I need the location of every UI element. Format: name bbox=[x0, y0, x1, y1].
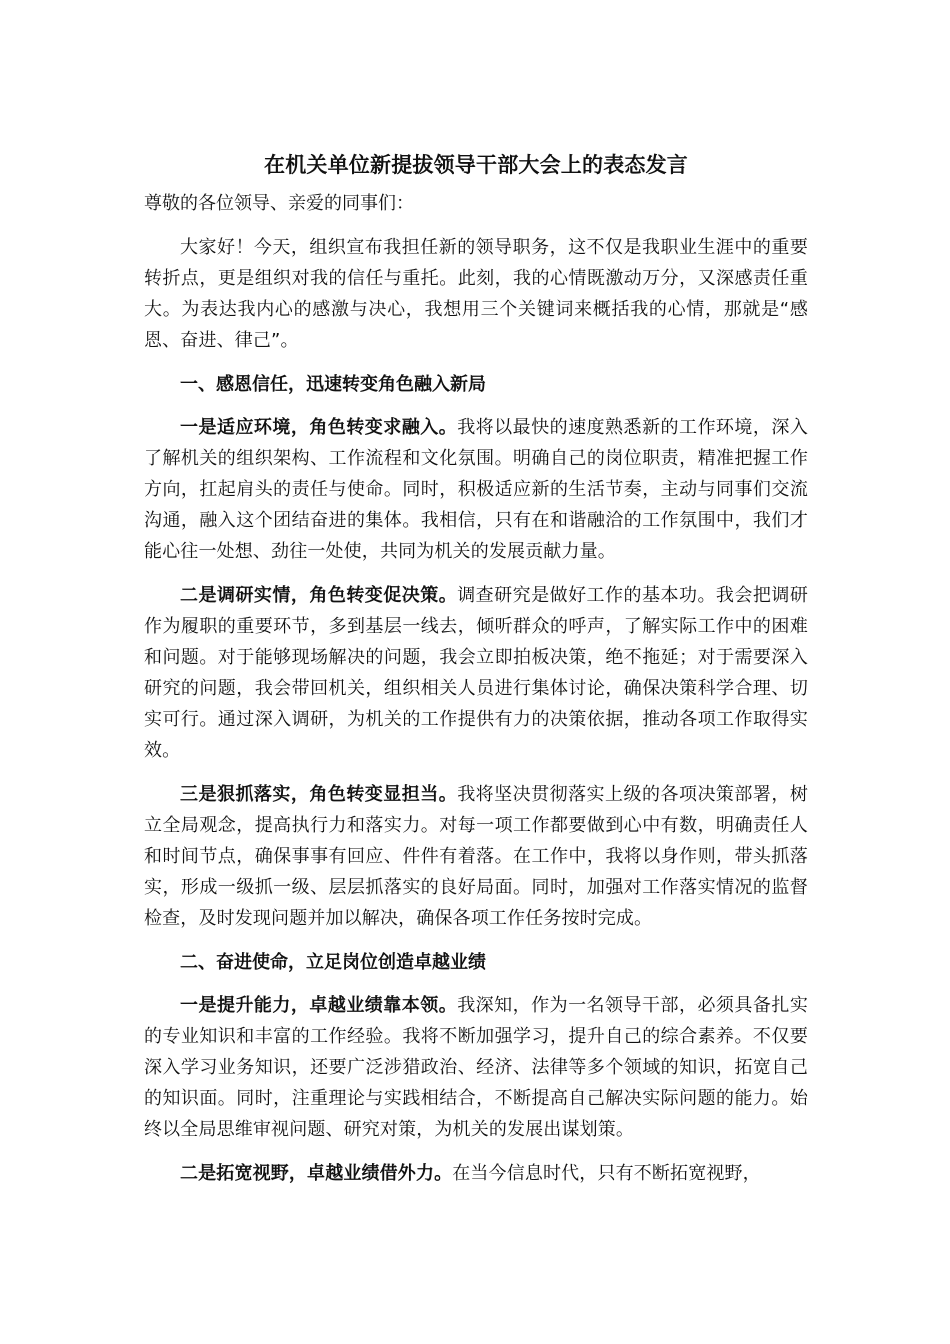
paragraph-text: 我深知，作为一名领导干部，必须具备扎实的专业知识和丰富的工作经验。我将不断加强学习，提升自己的综合素养。不仅要深入学习业务知识，还要广泛涉猎政治、经济、法律等多个领域的知识，拓宽自己的知识面。同时，注重理论与实践相结合，不断提高自己解决实际问题的能力。始终以全局思维审视问题、研究对策，为机关的发展出谋划策。 bbox=[144, 995, 808, 1140]
paragraph-lead: 三是狠抓落实，角色转变显担当。 bbox=[180, 784, 458, 805]
paragraph-text: 我将坚决贯彻落实上级的各项决策部署，树立全局观念，提高执行力和落实力。对每一项工作都要做到心中有数，明确责任人和时间节点，确保事事有回应、件件有着落。在工作中，我将以身作则，带头抓落实，形成一级抓一级、层层抓落实的良好局面。同时，加强对工作落实情况的监督检查，及时发现问题并加以解决，确保各项工作任务按时完成。 bbox=[144, 784, 808, 929]
paragraph-lead: 一是提升能力，卓越业绩靠本领。 bbox=[180, 995, 458, 1016]
paragraph-lead: 二是拓宽视野，卓越业绩借外力。 bbox=[180, 1163, 453, 1184]
paragraph-text: 在当今信息时代，只有不断拓宽视野， bbox=[452, 1163, 761, 1184]
section-1-paragraph-1 bbox=[144, 412, 808, 567]
document-body bbox=[144, 148, 808, 1202]
section-1-paragraph-2 bbox=[144, 580, 808, 766]
section-2-heading: 二、奋进使命，立足岗位创造卓越业绩 bbox=[180, 952, 486, 973]
section-2-paragraph-1 bbox=[144, 990, 808, 1145]
intro-paragraph: 大家好！今天，组织宣布我担任新的领导职务，这不仅是我职业生涯中的重要转折点，更是组织对我的信任与重托。此刻，我的心情既激动万分，又深感责任重大。为表达我内心的感激与决心，我想用三个关键词来概括我的心情，那就是“感恩、奋进、律己”。 bbox=[144, 237, 808, 351]
paragraph-text: 调查研究是做好工作的基本功。我会把调研作为履职的重要环节，多到基层一线去，倾听群众的呼声，了解实际工作中的困难和问题。对于能够现场解决的问题，我会立即拍板决策，绝不拖延；对于需要深入研究的问题，我会带回机关，组织相关人员进行集体讨论，确保决策科学合理、切实可行。通过深入调研，为机关的工作提供有力的决策依据，推动各项工作取得实效。 bbox=[144, 585, 808, 761]
paragraph-text: 我将以最快的速度熟悉新的工作环境，深入了解机关的组织架构、工作流程和文化氛围。明确自己的岗位职责，精准把握工作方向，扛起肩头的责任与使命。同时，积极适应新的生活节奏，主动与同事们交流沟通，融入这个团结奋进的集体。我相信，只有在和谐融洽的工作氛围中，我们才能心往一处想、劲往一处使，共同为机关的发展贡献力量。 bbox=[144, 417, 808, 562]
paragraph-lead: 一是适应环境，角色转变求融入。 bbox=[180, 417, 458, 438]
section-1-paragraph-3 bbox=[144, 779, 808, 934]
paragraph-lead: 二是调研实情，角色转变促决策。 bbox=[180, 585, 458, 606]
document-title: 在机关单位新提拔领导干部大会上的表态发言 bbox=[264, 153, 688, 177]
salutation: 尊敬的各位领导、亲爱的同事们： bbox=[144, 193, 414, 214]
section-2-paragraph-2 bbox=[144, 1158, 808, 1189]
section-1-heading: 一、感恩信任，迅速转变角色融入新局 bbox=[180, 374, 486, 395]
